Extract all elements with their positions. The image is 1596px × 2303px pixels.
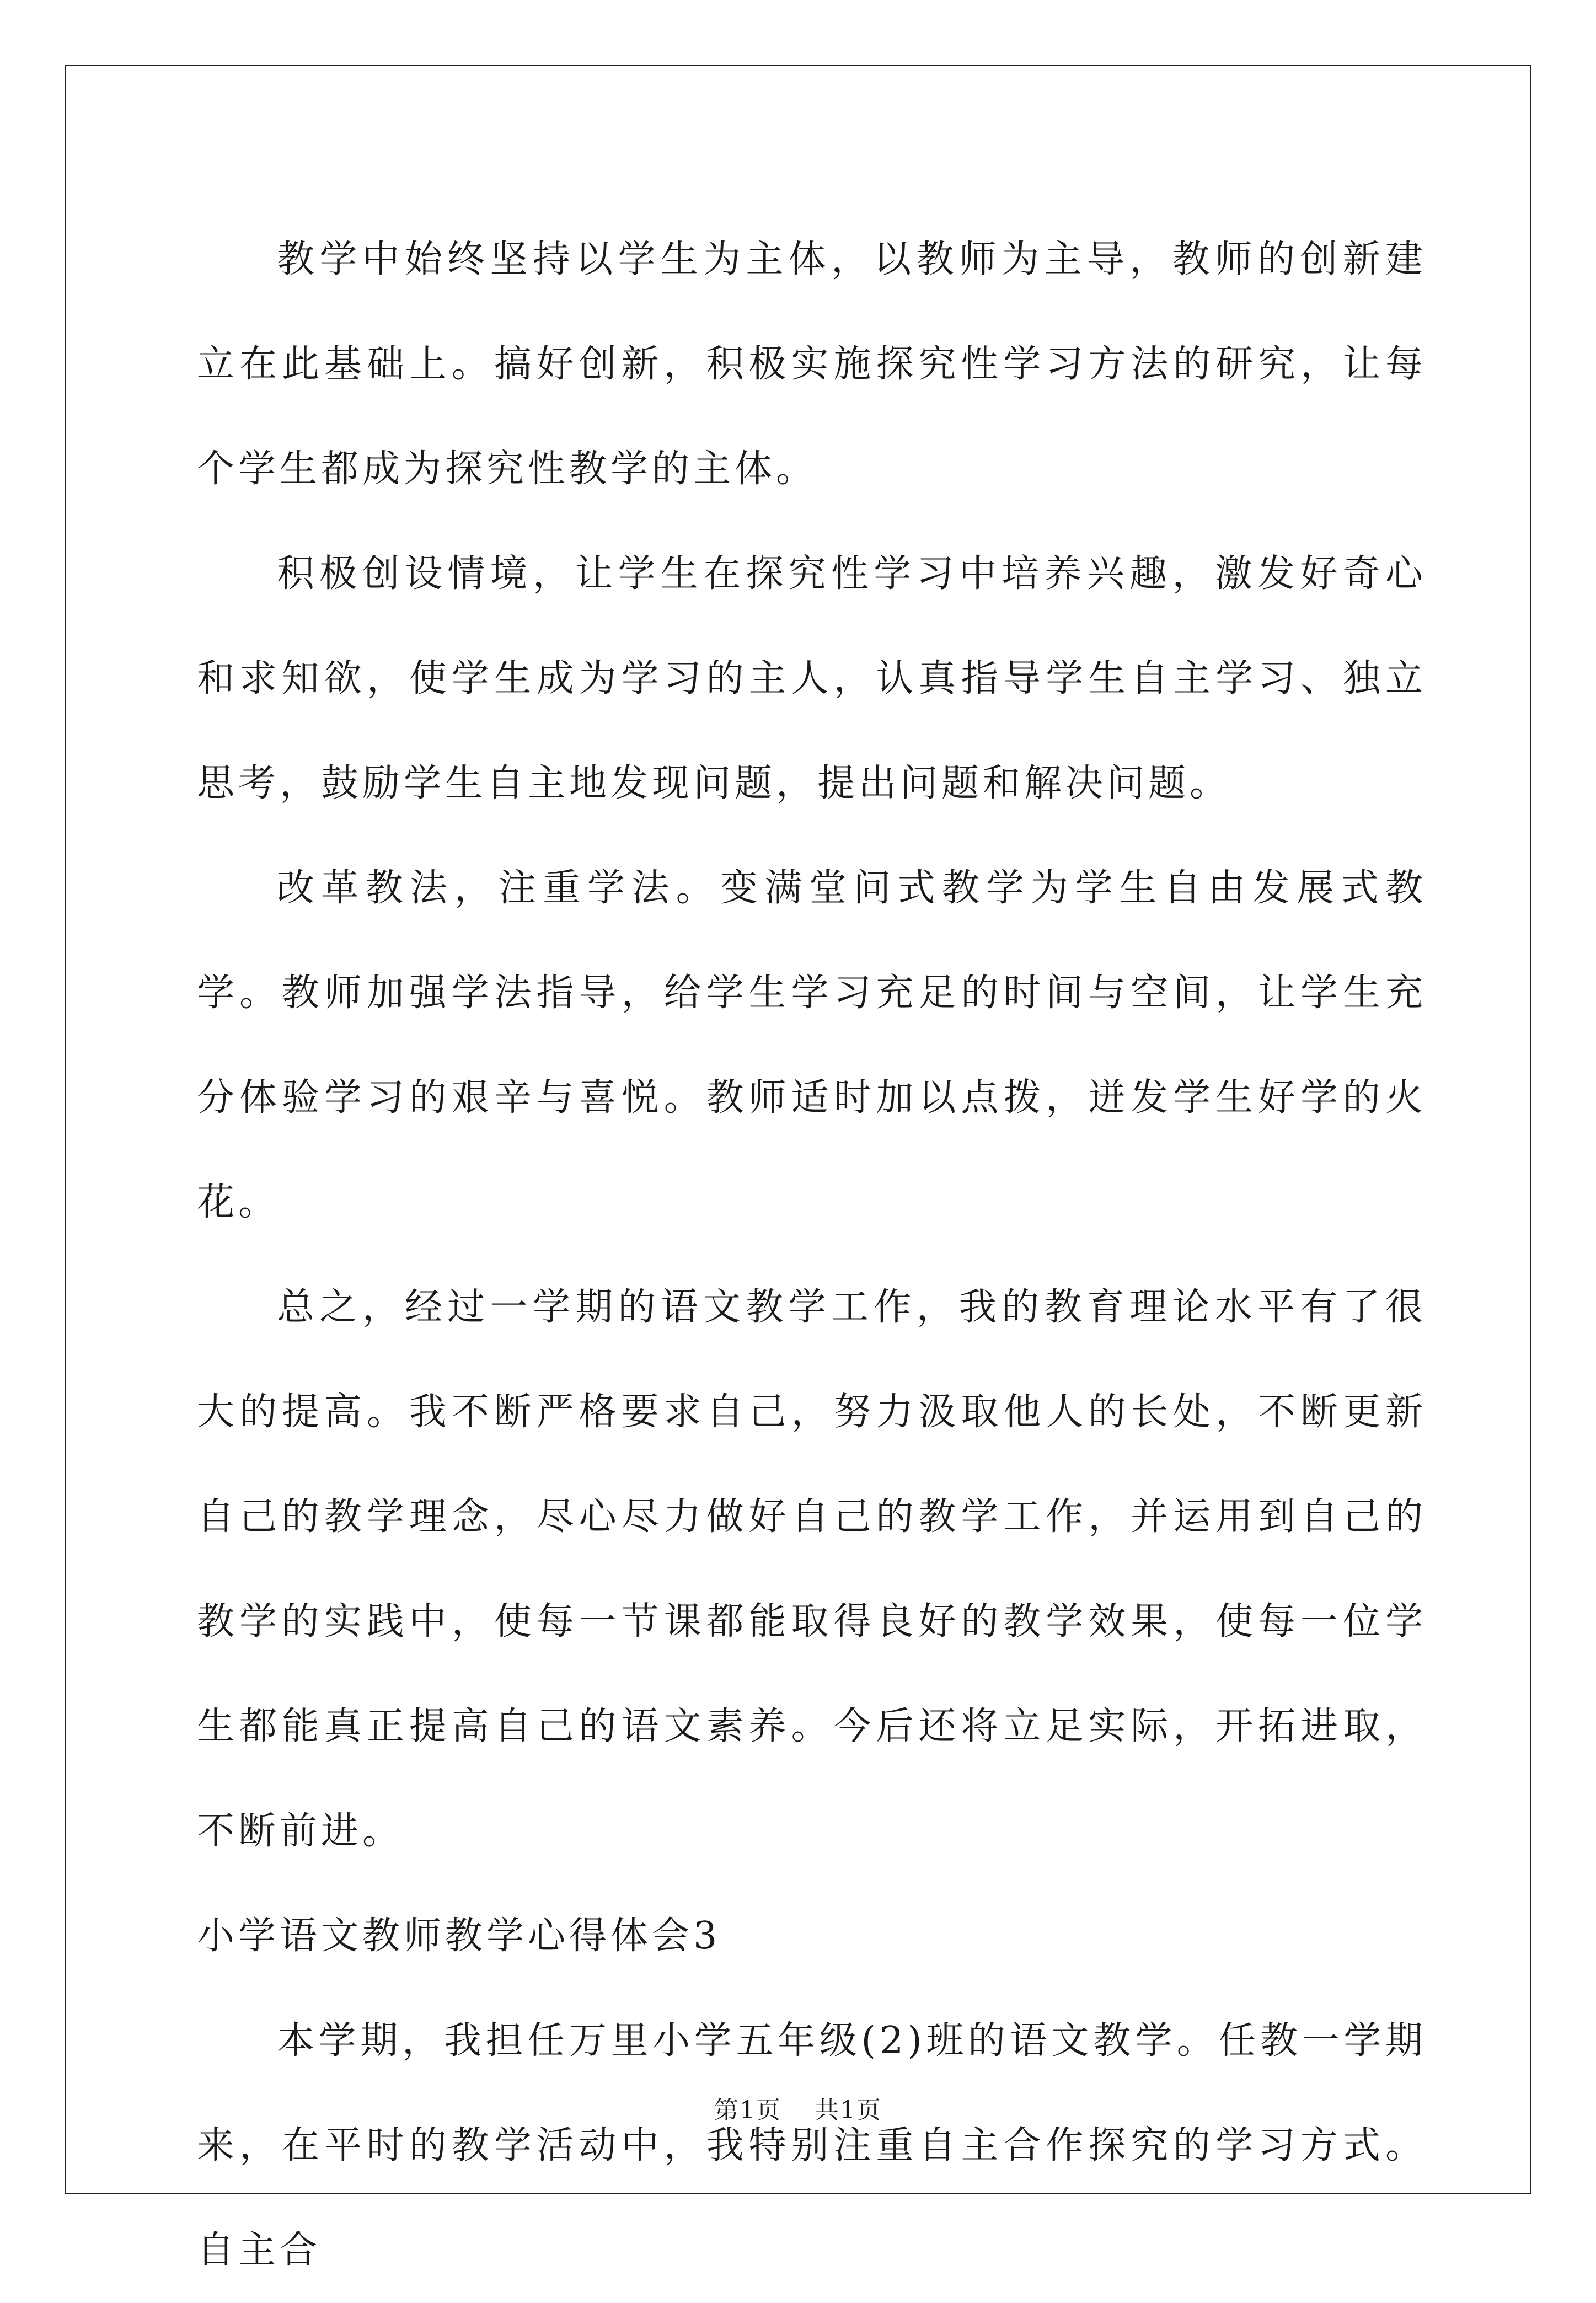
paragraph-1: 教学中始终坚持以学生为主体，以教师为主导，教师的创新建立在此基础上。搞好创新，积极实施探究性学习方法的研究，让每个学生都成为探究性教学的主体。	[197, 238, 1427, 491]
page-footer	[0, 2090, 1596, 2125]
paragraph-2: 积极创设情境，让学生在探究性学习中培养兴趣，激发好奇心和求知欲，使学生成为学习的主人，认真指导学生自主学习、独立思考，鼓励学生自主地发现问题，提出问题和解决问题。	[197, 552, 1427, 805]
section-heading: 小学语文教师教学心得体会3	[197, 1914, 721, 1958]
page-total: 共1页	[815, 2096, 882, 2124]
paragraph-4: 总之，经过一学期的语文教学工作，我的教育理论水平有了很大的提高。我不断严格要求自己，努力汲取他人的长处，不断更新自己的教学理念，尽心尽力做好自己的教学工作，并运用到自己的教学的实践中，使每一节课都能取得良好的教学效果，使每一位学生都能真正提高自己的语文素养。今后还将立足实际，开拓进取，不断前进。	[197, 1286, 1427, 1853]
section-paragraph: 本学期，我担任万里小学五年级(2)班的语文教学。任教一学期来，在平时的教学活动中，我特别注重自主合作探究的学习方式。自主合	[197, 2019, 1427, 2272]
document-body	[197, 207, 1427, 2303]
paragraph-3: 改革教法，注重学法。变满堂问式教学为学生自由发展式教学。教师加强学法指导，给学生学习充足的时间与空间，让学生充分体验学习的艰辛与喜悦。教师适时加以点拨，迸发学生好学的火花。	[197, 866, 1427, 1224]
page-number: 第1页	[714, 2096, 781, 2124]
